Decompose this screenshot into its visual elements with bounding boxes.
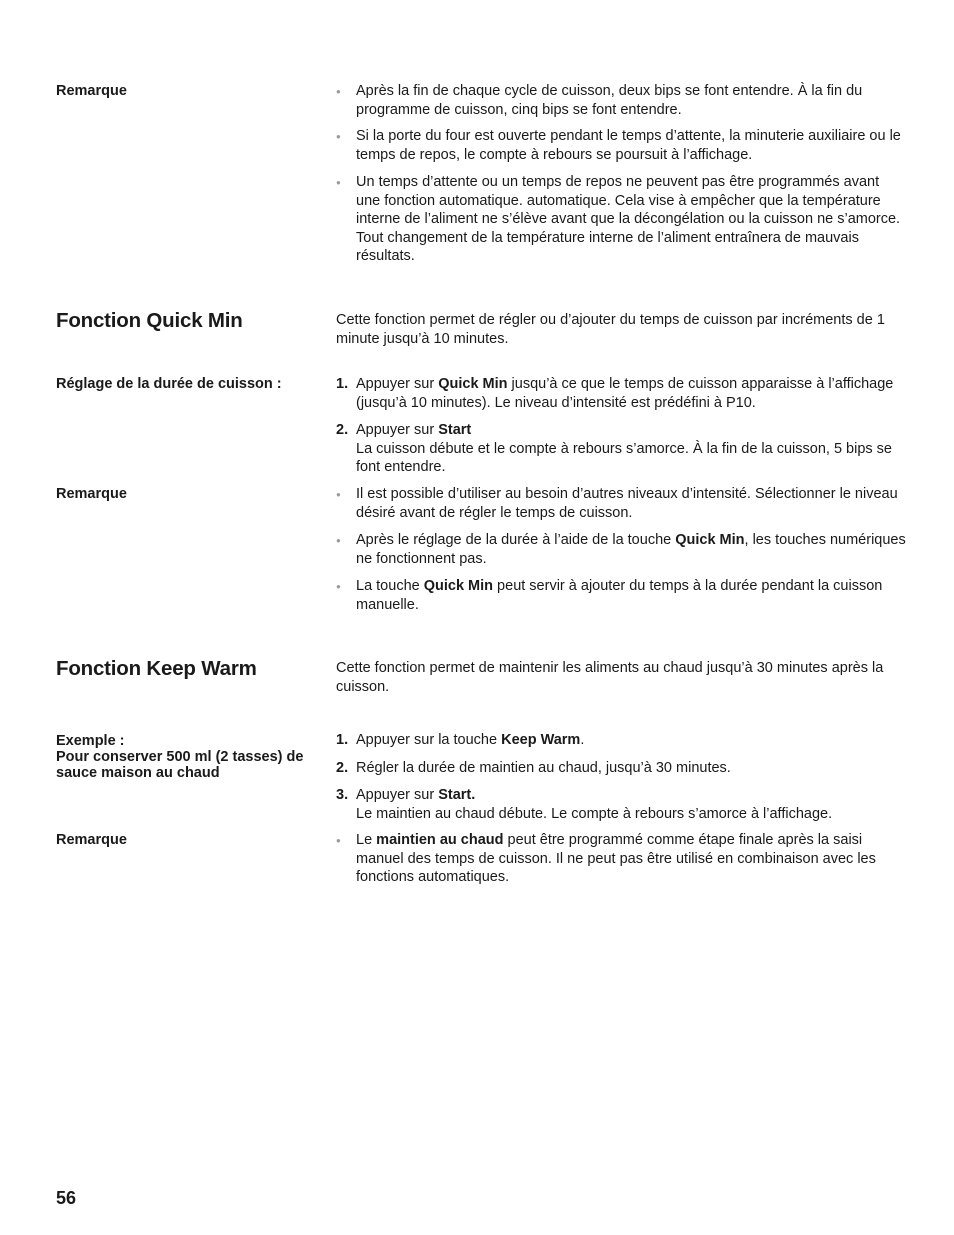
- step-text: Appuyer sur Start. Le maintien au chaud débute. Le compte à rebours s’amorce à l’affichage.: [356, 787, 833, 822]
- bullet-icon: ●: [336, 536, 341, 545]
- remarque-label: Remarque: [56, 83, 127, 99]
- key-name: maintien au chaud: [376, 832, 504, 848]
- step-item: [336, 759, 906, 778]
- step-item: [336, 375, 906, 412]
- bullet-text: Le maintien au chaud peut être programmé comme étape finale après la saisi manuel des temps de cuisson. Il ne peut pas être utilisé en combinaison avec les fonctions automatiques.: [356, 832, 876, 885]
- bullet-icon: ●: [336, 132, 341, 141]
- key-name: Start.: [438, 787, 476, 803]
- step-item: [336, 421, 906, 477]
- step-text: Appuyer sur Quick Min jusqu’à ce que le temps de cuisson apparaisse à l’affichage (jusqu’à 10 minutes). Le niveau d’intensité est prédéfini à P10.: [356, 376, 894, 411]
- bullet-icon: ●: [336, 178, 341, 187]
- bullet-icon: ●: [336, 582, 341, 591]
- list-item: [336, 531, 906, 568]
- step-text: Appuyer sur la touche Keep Warm.: [356, 732, 585, 748]
- list-item: [336, 173, 906, 266]
- step-item: [336, 786, 906, 823]
- step-number: 3.: [336, 787, 349, 803]
- list-item: [336, 831, 906, 887]
- step-number: 2.: [336, 760, 349, 776]
- step-number: 1.: [336, 732, 349, 748]
- step-text: Appuyer sur Start La cuisson débute et le compte à rebours s’amorce. À la fin de la cuisson, 5 bips se font entendre.: [356, 422, 892, 475]
- remarque-label: Remarque: [56, 832, 127, 848]
- remarque-label: Remarque: [56, 486, 127, 502]
- bullet-text: Après la fin de chaque cycle de cuisson, deux bips se font entendre. À la fin du programme de cuisson, cinq bips se font entendre.: [356, 83, 863, 118]
- step-number: 2.: [336, 422, 349, 438]
- bullet-text: Après le réglage de la durée à l’aide de la touche Quick Min, les touches numériques ne fonctionnent pas.: [356, 532, 906, 567]
- bullet-text: Si la porte du four est ouverte pendant le temps d’attente, la minuterie auxiliaire ou le temps de repos, le compte à rebours se poursuit à l’affichage.: [356, 128, 901, 163]
- setting-label: Réglage de la durée de cuisson :: [56, 376, 282, 392]
- list-item: [336, 127, 906, 164]
- section-intro: Cette fonction permet de maintenir les aliments au chaud jusqu’à 30 minutes après la cuisson.: [336, 660, 884, 695]
- bullet-text: Un temps d’attente ou un temps de repos ne peuvent pas être programmés avant une fonction automatique. automatique. Cela vise à empêcher que la température interne de l’aliment ne s’élève avant que la décongélation ou la cuisson ne s’amorce. Tout changement de la température interne de l’aliment entraînera de mauvais résultats.: [356, 174, 901, 264]
- section-intro: Cette fonction permet de régler ou d’ajouter du temps de cuisson par incréments de 1 minute jusqu’à 10 minutes.: [336, 312, 885, 347]
- bullet-icon: ●: [336, 490, 341, 499]
- step-text: Régler la durée de maintien au chaud, jusqu’à 30 minutes.: [356, 760, 731, 776]
- key-name: Keep Warm: [501, 732, 581, 748]
- section-heading-keep-warm: Fonction Keep Warm: [56, 657, 257, 680]
- example-text: Pour conserver 500 ml (2 tasses) de sauce maison au chaud: [56, 749, 304, 781]
- bullet-icon: ●: [336, 87, 341, 96]
- section-heading-quick-min: Fonction Quick Min: [56, 309, 243, 332]
- bullet-icon: ●: [336, 836, 341, 845]
- key-name: Quick Min: [423, 578, 494, 594]
- page-number: 56: [56, 1188, 77, 1208]
- step-number: 1.: [336, 376, 349, 392]
- list-item: [336, 82, 906, 119]
- list-item: [336, 485, 906, 522]
- example-label: Exemple : Pour conserver 500 ml (2 tasses) de sauce maison au chaud: [56, 733, 326, 781]
- list-item: [336, 577, 906, 614]
- key-name: Start: [438, 422, 472, 438]
- bullet-text: La touche Quick Min peut servir à ajouter du temps à la durée pendant la cuisson manuelle.: [356, 578, 883, 613]
- key-name: Quick Min: [438, 376, 508, 392]
- bullet-text: Il est possible d’utiliser au besoin d’autres niveaux d’intensité. Sélectionner le niveau désiré avant de régler le temps de cuisson.: [356, 486, 898, 521]
- step-item: [336, 731, 906, 750]
- key-name: Quick Min: [675, 532, 745, 548]
